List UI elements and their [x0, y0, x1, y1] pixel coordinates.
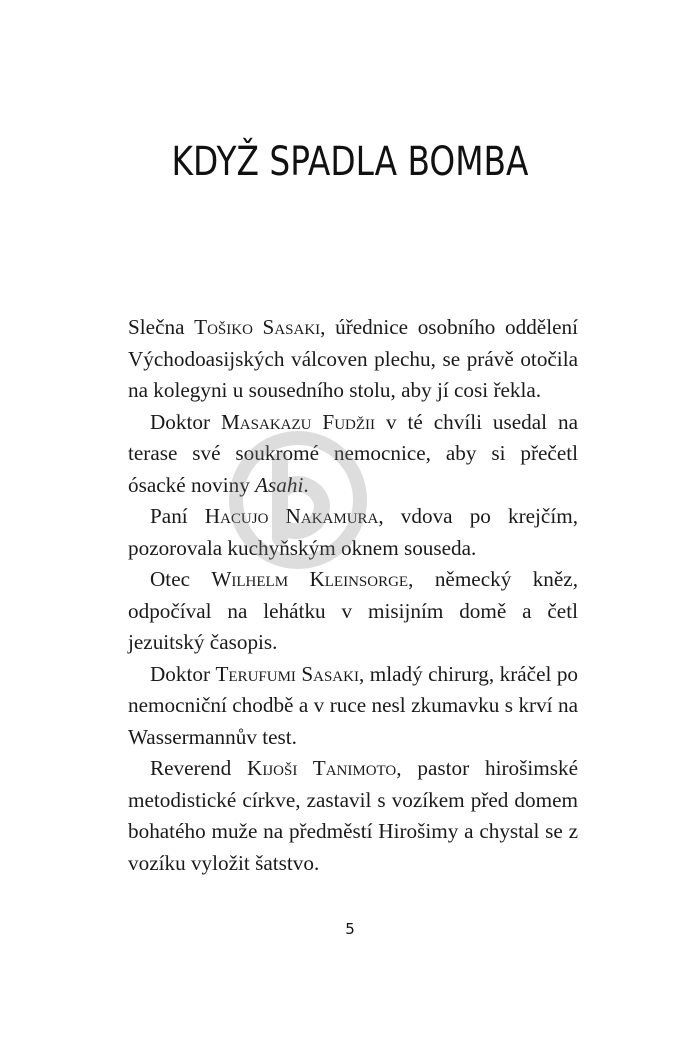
character-name: Wilhelm Kleinsorge [211, 567, 409, 591]
paragraph-4 [128, 564, 578, 659]
paragraph-3 [128, 501, 578, 564]
page-number: 5 [345, 920, 355, 938]
paragraph-lead: Paní [150, 504, 205, 528]
paragraph-tail: . [303, 472, 309, 497]
paragraph-2 [128, 407, 578, 502]
paragraph-rest: , pastor hirošimské metodistické církve, zastavil s vozíkem před domem bohatého muže na předměstí Hirošimy a chystal se z vozíku vyložit šatstvo. [128, 756, 578, 875]
character-name: Kijoši Tanimoto [247, 756, 397, 780]
paragraph-lead: Doktor [150, 409, 221, 434]
character-name: Terufumi Sasaki [215, 661, 359, 686]
paragraph-lead: Reverend [150, 756, 248, 780]
paragraph-lead: Slečna [128, 315, 195, 339]
paragraph-rest: , vdova po krejčím, pozorovala kuchyňským oknem souseda. [128, 504, 579, 560]
paragraph-rest: , úřednice osobního oddělení Východoasijských válcoven plechu, se právě otočila na kolegyni u sousedního stolu, aby jí cosi řekla. [128, 315, 578, 402]
character-name: Tošiko Sasaki [194, 315, 321, 339]
paragraph-6 [128, 753, 578, 879]
paragraph-lead: Doktor [150, 661, 216, 686]
paragraph-rest: v té chvíli usedal na terase své soukromé nemocnice, aby si přečetl ósacké noviny [128, 409, 579, 497]
character-name: Masakazu Fudžii [220, 409, 376, 434]
paragraph-5 [128, 659, 578, 754]
paragraph-lead: Otec [150, 567, 212, 591]
body-text [128, 312, 578, 879]
chapter-title: KDYŽ SPADLA BOMBA [171, 138, 529, 185]
paragraph-1 [128, 312, 578, 407]
paragraph-rest: , německý kněz, odpočíval na lehátku v misijním domě a četl jezuitský časopis. [128, 567, 578, 654]
character-name: Hacujo Nakamura [204, 504, 379, 528]
paragraph-rest: , mladý chirurg, kráčel po nemocniční chodbě a v ruce nesl zkumavku s krví na Wassermannův test. [128, 661, 579, 749]
newspaper-title: Asahi [255, 472, 304, 497]
